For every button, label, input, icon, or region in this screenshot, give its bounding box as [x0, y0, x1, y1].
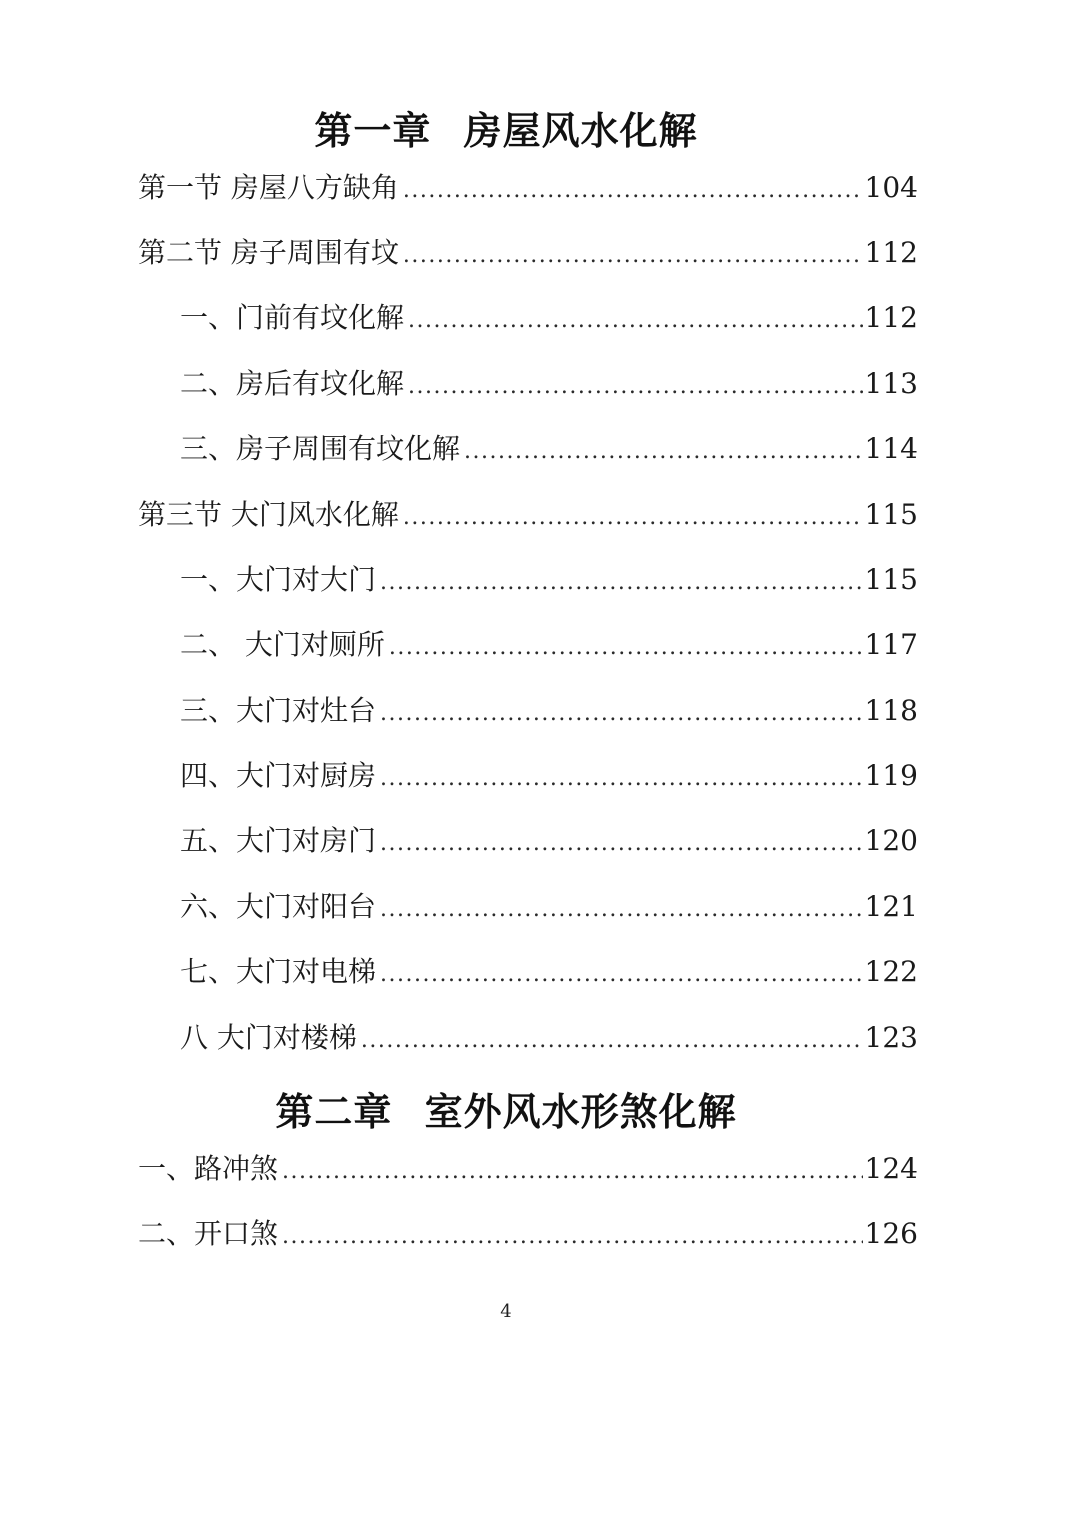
toc-entry-page: 120	[864, 824, 918, 857]
dot-leader	[380, 824, 863, 864]
toc-entry[interactable]	[138, 233, 918, 273]
toc-entry-page: 104	[864, 171, 918, 204]
toc-entry-page: 121	[864, 890, 918, 923]
toc-entry[interactable]	[180, 298, 918, 338]
dot-leader	[464, 432, 863, 472]
page-number: 4	[500, 1301, 512, 1322]
toc-entry-page: 119	[864, 759, 918, 792]
toc-entry-page: 115	[864, 563, 918, 596]
toc-entry-label: 三、房子周围有坟化解	[180, 432, 461, 465]
dot-leader	[380, 890, 863, 930]
toc-entry-label: 第二节 房子周围有坟	[138, 236, 399, 269]
dot-leader	[282, 1217, 863, 1257]
chapter-title: 第一章 房屋风水化解	[314, 109, 698, 153]
dot-leader	[403, 236, 863, 276]
toc-entry[interactable]	[180, 364, 918, 404]
toc-entry-label: 二、开口煞	[138, 1217, 279, 1250]
toc-entry-label: 六、大门对阳台	[180, 890, 377, 923]
dot-leader	[282, 1152, 863, 1192]
dot-leader	[380, 694, 863, 734]
dot-leader	[380, 759, 863, 799]
toc-entry[interactable]	[138, 1214, 918, 1254]
toc-entry[interactable]	[180, 887, 918, 927]
dot-leader	[403, 498, 863, 538]
toc-entry[interactable]	[180, 625, 918, 665]
toc-entry-label: 一、大门对大门	[180, 563, 377, 596]
dot-leader	[408, 367, 863, 407]
toc-entry[interactable]	[180, 952, 918, 992]
toc-entry-page: 117	[864, 628, 918, 661]
toc-entry-label: 五、大门对房门	[180, 824, 377, 857]
dot-leader	[361, 1021, 863, 1061]
dot-leader	[389, 628, 863, 668]
toc-entry[interactable]	[180, 821, 918, 861]
toc-entry-page: 126	[864, 1217, 918, 1250]
toc-entry-page: 112	[864, 236, 918, 269]
toc-entry-page: 124	[864, 1152, 918, 1185]
toc-entry-label: 三、大门对灶台	[180, 694, 377, 727]
toc-entry-page: 114	[864, 432, 918, 465]
chapter-title: 第二章 室外风水形煞化解	[275, 1090, 737, 1134]
toc-entry-label: 一、门前有坟化解	[180, 301, 405, 334]
dot-leader	[380, 563, 863, 603]
toc-entry-page: 123	[864, 1021, 918, 1054]
toc-entry[interactable]	[138, 495, 918, 535]
toc-entry[interactable]	[180, 429, 918, 469]
toc-entry-page: 115	[864, 498, 918, 531]
toc-entry-label: 二、 大门对厕所	[180, 628, 385, 661]
toc-entry-label: 第三节 大门风水化解	[138, 498, 399, 531]
toc-entry-label: 二、房后有坟化解	[180, 367, 405, 400]
toc-entry[interactable]	[180, 1018, 918, 1058]
dot-leader	[380, 955, 863, 995]
toc-entry-page: 113	[864, 367, 918, 400]
toc-entry-page: 122	[864, 955, 918, 988]
toc-entry-label: 八 大门对楼梯	[180, 1021, 357, 1054]
toc-entry[interactable]	[138, 168, 918, 208]
toc-entry-label: 一、路冲煞	[138, 1152, 279, 1185]
toc-entry[interactable]	[138, 1149, 918, 1189]
toc-entry-label: 七、大门对电梯	[180, 955, 377, 988]
toc-entry-page: 112	[864, 301, 918, 334]
dot-leader	[403, 171, 863, 211]
toc-entry-label: 四、大门对厨房	[180, 759, 377, 792]
dot-leader	[408, 301, 863, 341]
toc-entry[interactable]	[180, 756, 918, 796]
toc-entry-page: 118	[864, 694, 918, 727]
toc-entry[interactable]	[180, 691, 918, 731]
toc-entry-label: 第一节 房屋八方缺角	[138, 171, 399, 204]
toc-entry[interactable]	[180, 560, 918, 600]
